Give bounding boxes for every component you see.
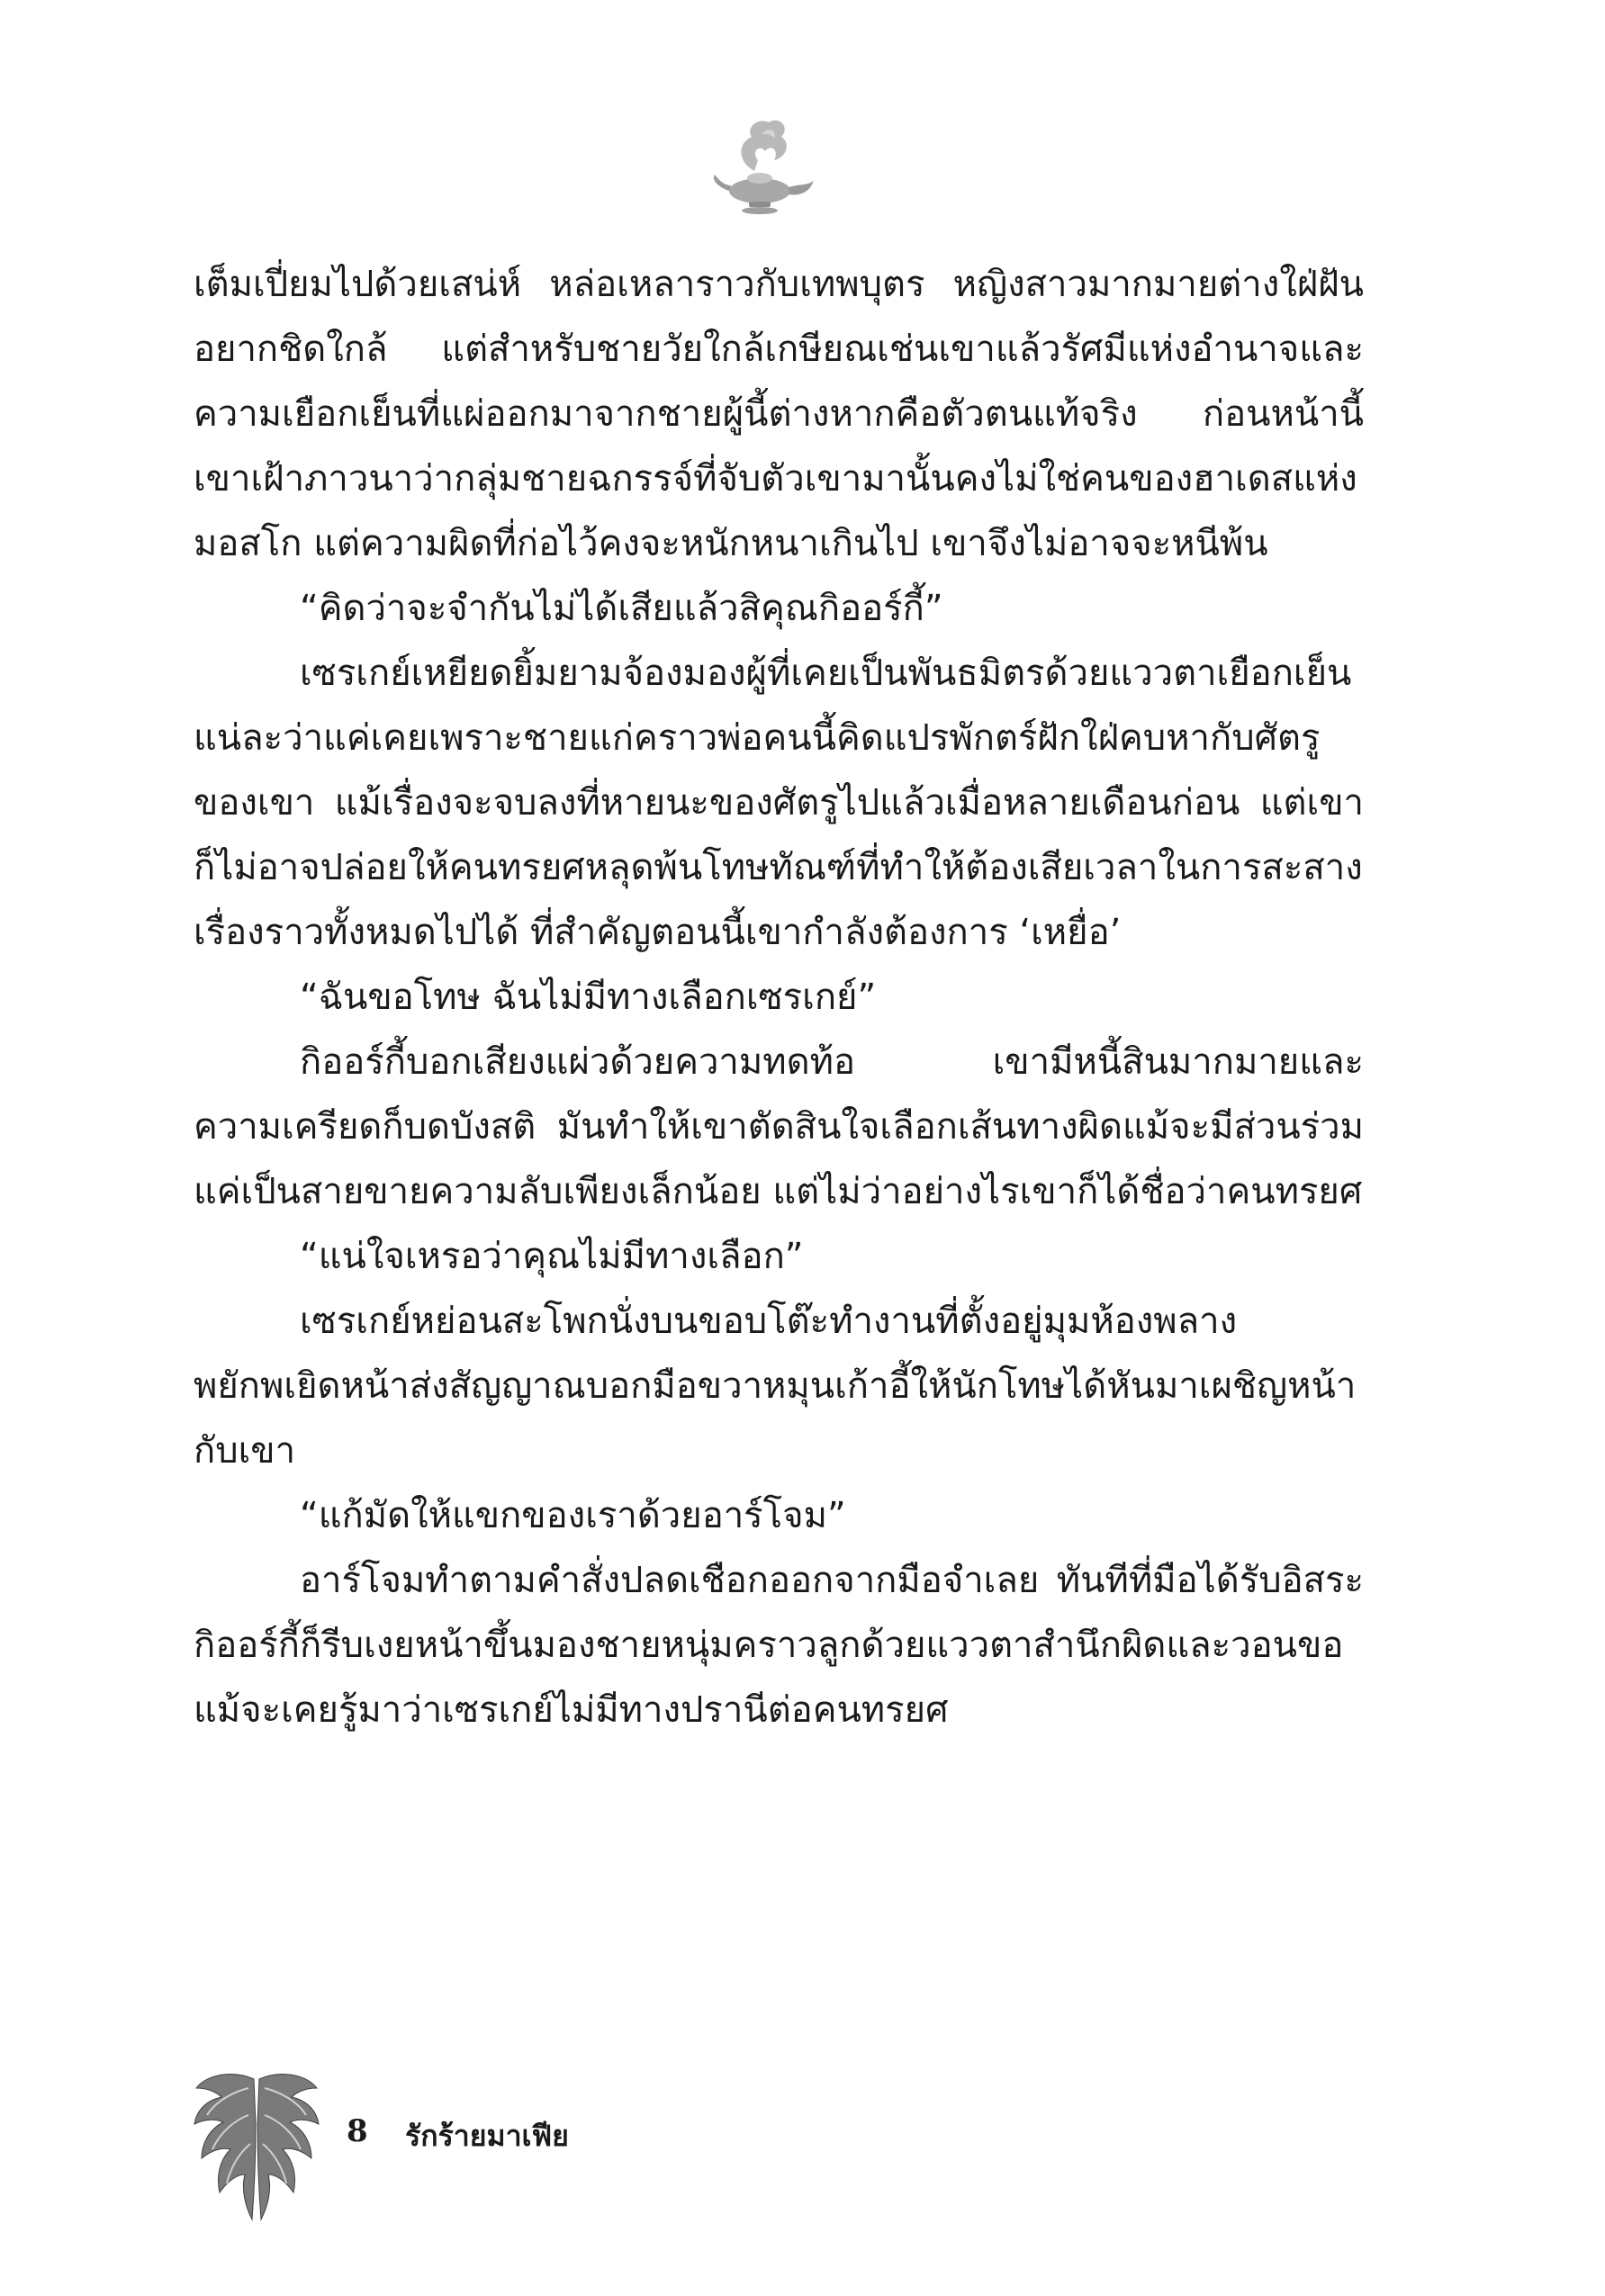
page-body	[194, 252, 1364, 1742]
paragraph-2: “คิดว่าจะจำกันไม่ได้เสียแล้วสิคุณกิออร์กี้”	[300, 588, 943, 629]
paragraph-1: เต็มเปี่ยมไปด้วยเสน่ห์ หล่อเหลาราวกับเทพบุตร หญิงสาวมากมายต่างใฝ่ฝันอยากชิดใกล้ แต่สำหรับชายวัยใกล้เกษียณเช่นเขาแล้วรัศมีแห่งอำนาจและความเยือกเย็นที่แผ่ออกมาจากชายผู้นี้ต่างหากคือตัวตนแท้จริง ก่อนหน้านี้เขาเฝ้าภาวนาว่ากลุ่มชายฉกรรจ์ที่จับตัวเขามานั้นคงไม่ใช่คนของฮาเดสแห่งมอสโก แต่ความผิดที่ก่อไว้คงจะหนักหนาเกินไป เขาจึงไม่อาจจะหนีพ้น	[194, 264, 1364, 564]
book-title: รักร้ายมาเฟีย	[405, 2119, 569, 2153]
paragraph-5: กิออร์กี้บอกเสียงแผ่วด้วยความทดท้อ เขามีหนี้สินมากมายและความเครียดก็บดบังสติ มันทำให้เขาตัดสินใจเลือกเส้นทางผิดแม้จะมีส่วนร่วมแค่เป็นสายขายความลับเพียงเล็กน้อย แต่ไม่ว่าอย่างไรเขาก็ได้ชื่อว่าคนทรยศ	[194, 1041, 1364, 1212]
paragraph-4: “ฉันขอโทษ ฉันไม่มีทางเลือกเซรเกย์”	[300, 977, 877, 1018]
page-number: 8	[347, 2113, 368, 2149]
paragraph-6: “แน่ใจเหรอว่าคุณไม่มีทางเลือก”	[300, 1236, 804, 1277]
page-footer	[189, 2061, 729, 2241]
paragraph-3: เซรเกย์เหยียดยิ้มยามจ้องมองผู้ที่เคยเป็นพันธมิตรด้วยแววตาเยือกเย็น แน่ละว่าแค่เคยเพราะชายแก่คราวพ่อคนนี้คิดแปรพักตร์ฝักใฝ่คบหากับศัตรูของเขา แม้เรื่องจะจบลงที่หายนะของศัตรูไปแล้วเมื่อหลายเดือนก่อน แต่เขาก็ไม่อาจปล่อยให้คนทรยศหลุดพ้นโทษทัณฑ์ที่ทำให้ต้องเสียเวลาในการสะสางเรื่องราวทั้งหมดไปได้ ที่สำคัญตอนนี้เขากำลังต้องการ ‘เหยื่อ’	[194, 653, 1364, 953]
angel-wings-icon	[189, 2061, 324, 2232]
paragraph-7: เซรเกย์หย่อนสะโพกนั่งบนขอบโต๊ะทำงานที่ตั้งอยู่มุมห้องพลางพยักพเยิดหน้าส่งสัญญาณบอกมือขวาหมุนเก้าอี้ให้นักโทษได้หันมาเผชิญหน้ากับเขา	[194, 1301, 1357, 1472]
paragraph-8: “แก้มัดให้แขกของเราด้วยอาร์โจม”	[300, 1495, 846, 1536]
paragraph-9: อาร์โจมทำตามคำสั่งปลดเชือกออกจากมือจำเลย ทันทีที่มือได้รับอิสระกิออร์กี้ก็รีบเงยหน้าขึ้นมองชายหนุ่มคราวลูกด้วยแววตาสำนึกผิดและวอนขอ แม้จะเคยรู้มาว่าเซรเกย์ไม่มีทางปรานีต่อคนทรยศ	[194, 1560, 1364, 1731]
magic-lamp-icon	[702, 108, 819, 225]
